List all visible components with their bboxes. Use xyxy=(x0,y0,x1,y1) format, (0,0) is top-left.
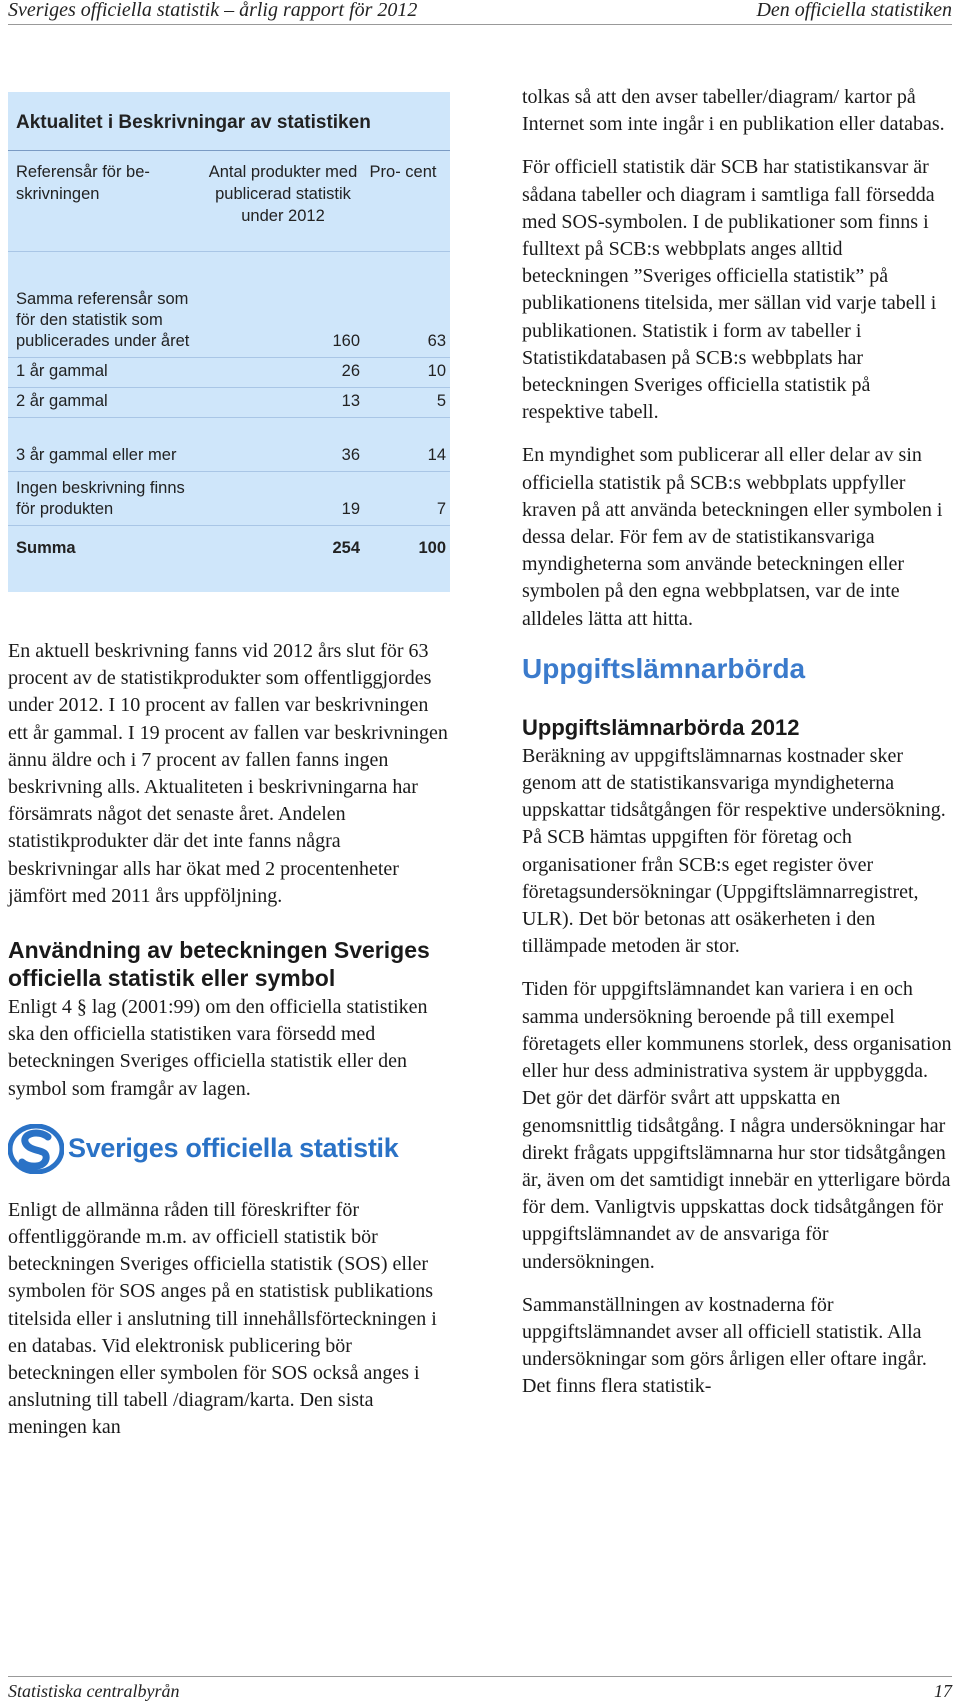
sum-label: Summa xyxy=(16,539,76,557)
table-row xyxy=(8,252,450,358)
right-text xyxy=(522,84,952,633)
paragraph: Tiden för uppgiftslämnandet kan variera i en och samma undersökning beroende på till exempel företagets eller kommunens storlek, dess organisation eller hur dess administrativa system är uppbyggda. Det gör det därför svårt att uppskatta en genomsnittlig tidsåtgång. I några undersökningar har direkt frågats uppgiftslämnarna hur stor tidsåtgången är, även om det samtidigt innebär en ytterligare börda för dem. Vanligtvis uppskattas dock tidsåtgången för uppgiftslämnandet av de ansvariga för undersökningen. xyxy=(522,978,952,1273)
col-header-reference-year: Referensår för be- skrivningen xyxy=(16,163,150,203)
row-label: 3 år gammal eller mer xyxy=(16,446,177,464)
section-heading: Användning av beteckningen Sveriges officiella statistik eller symbol xyxy=(8,937,430,992)
table-row xyxy=(8,388,450,418)
left-text xyxy=(8,638,448,910)
page-footer xyxy=(8,1676,952,1701)
paragraph: tolkas så att den avser tabeller/diagram/ kartor på Internet som inte ingår i en publikation eller databas. xyxy=(522,86,945,136)
sum-count: 254 xyxy=(332,539,360,557)
table-row xyxy=(8,358,450,388)
row-count: 13 xyxy=(341,392,360,410)
left-text-3 xyxy=(8,1197,448,1442)
header-section: Den officiella statistiken xyxy=(756,0,952,21)
right-text-2 xyxy=(522,743,952,1401)
row-count: 36 xyxy=(341,446,360,464)
left-text-2 xyxy=(8,994,448,1103)
row-percent: 7 xyxy=(436,500,446,518)
paragraph: En myndighet som publicerar all eller delar av sin officiella statistik på SCB:s webbplats uppfyller kraven på att använda beteckningen eller symbolen i dessa delar. För fem av de statistikansvariga myndigheterna som använde beteckningen eller symbolen på den egna webbplatsen, var de inte alldeles lätta att hitta. xyxy=(522,444,943,630)
row-label: 1 år gammal xyxy=(16,362,108,380)
left-column xyxy=(8,92,448,1458)
table-row xyxy=(8,472,450,526)
row-label: Samma referensår som för den statistik som publicerades under året xyxy=(16,290,190,350)
row-count: 19 xyxy=(341,500,360,518)
col-header-percent: Pro- cent xyxy=(369,163,437,181)
quality-table xyxy=(8,92,450,592)
sos-logo xyxy=(8,1121,448,1177)
row-count: 160 xyxy=(332,332,360,350)
col-header-count: Antal produkter med publicerad statistik under 2012 xyxy=(208,163,358,225)
table-row xyxy=(8,418,450,472)
sos-logo-text: Sveriges officiella statistik xyxy=(68,1133,399,1164)
row-percent: 63 xyxy=(427,332,446,350)
page-number: 17 xyxy=(934,1681,952,1701)
right-column xyxy=(522,84,952,1417)
paragraph: För officiell statistik där SCB har statistikansvar är sådana tabeller och diagram i samtliga fall försedda med SOS-symbolen. I de publikationer som finns i fulltext på SCB:s webbplats anges alltid beteckningen ”Sveriges officiella statistik” på publikationens titelsida, mer sällan vid varje tabell i publikationen. Statistik i form av tabeller i Statistikdatabasen på SCB:s webbplats har beteckningen Sveriges officiella statistik på respektive tabell. xyxy=(522,156,937,424)
row-percent: 14 xyxy=(427,446,446,464)
table-header-row xyxy=(8,151,450,252)
paragraph: En aktuell beskrivning fanns vid 2012 års slut för 63 procent av de statistikprodukter som offentliggjordes under 2012. I 10 procent av fallen var beskrivningen ett år gammal. I 19 procent av fallen var beskrivningen ännu äldre och i 7 procent av fallen fanns ingen beskrivning alls. Aktualiteten i beskrivningarna har försämrats något det senaste året. Andelen statistikprodukter där det inte fanns några beskrivningar alls har ökat med 2 procentenheter jämfört med 2011 års uppföljning. xyxy=(8,640,448,907)
row-percent: 5 xyxy=(436,392,446,410)
paragraph: Beräkning av uppgiftslämnarnas kostnader sker genom att de statistikansvariga myndigheterna uppskattar tidsåtgången för respektive undersökning. På SCB hämtas uppgiften för företag och organisationer från SCB:s eget register över företagsundersökningar (Uppgiftslämnarregistret, ULR). Det bör betonas att osäkerheten i den tillämpade metoden är stor. xyxy=(522,744,946,958)
paragraph: Sammanställningen av kostnaderna för uppgiftslämnandet avser all officiell statistik. Alla undersökningar som görs årligen eller oftare ingår. Det finns flera statistik- xyxy=(522,1293,927,1398)
page-header xyxy=(8,0,952,25)
row-count: 26 xyxy=(341,362,360,380)
row-label: 2 år gammal xyxy=(16,392,108,410)
paragraph: Enligt de allmänna råden till föreskrifter för offentliggörande m.m. av officiell statistik bör beteckningen Sveriges officiella statistik (SOS) eller symbolen för SOS anges på en statistisk publikations titelsida eller i anslutning till innehållsförteckningen i en databas. Vid elektronisk publicering bör beteckningen eller symbolen för SOS också anges i anslutning till tabell /diagram/karta. Den sista meningen kan xyxy=(8,1198,437,1439)
row-label: Ingen beskrivning finns för produkten xyxy=(16,479,185,518)
paragraph: Enligt 4 § lag (2001:99) om den officiella statistiken ska den officiella statistiken vara försedd med beteckningen Sveriges officiella statistik eller den symbol som framgår av lagen. xyxy=(8,996,428,1100)
row-percent: 10 xyxy=(427,362,446,380)
table-sum-row xyxy=(8,526,450,564)
subsection-title: Uppgiftslämnarbörda 2012 xyxy=(522,714,800,740)
sos-logo-icon xyxy=(8,1124,64,1174)
section-title: Uppgiftslämnarbörda xyxy=(522,652,806,684)
footer-publisher: Statistiska centralbyrån xyxy=(8,1681,180,1701)
table-title: Aktualitet i Beskrivningar av statistiken xyxy=(8,92,450,151)
sum-percent: 100 xyxy=(418,539,446,557)
header-title: Sveriges officiella statistik – årlig rapport för 2012 xyxy=(8,0,418,21)
